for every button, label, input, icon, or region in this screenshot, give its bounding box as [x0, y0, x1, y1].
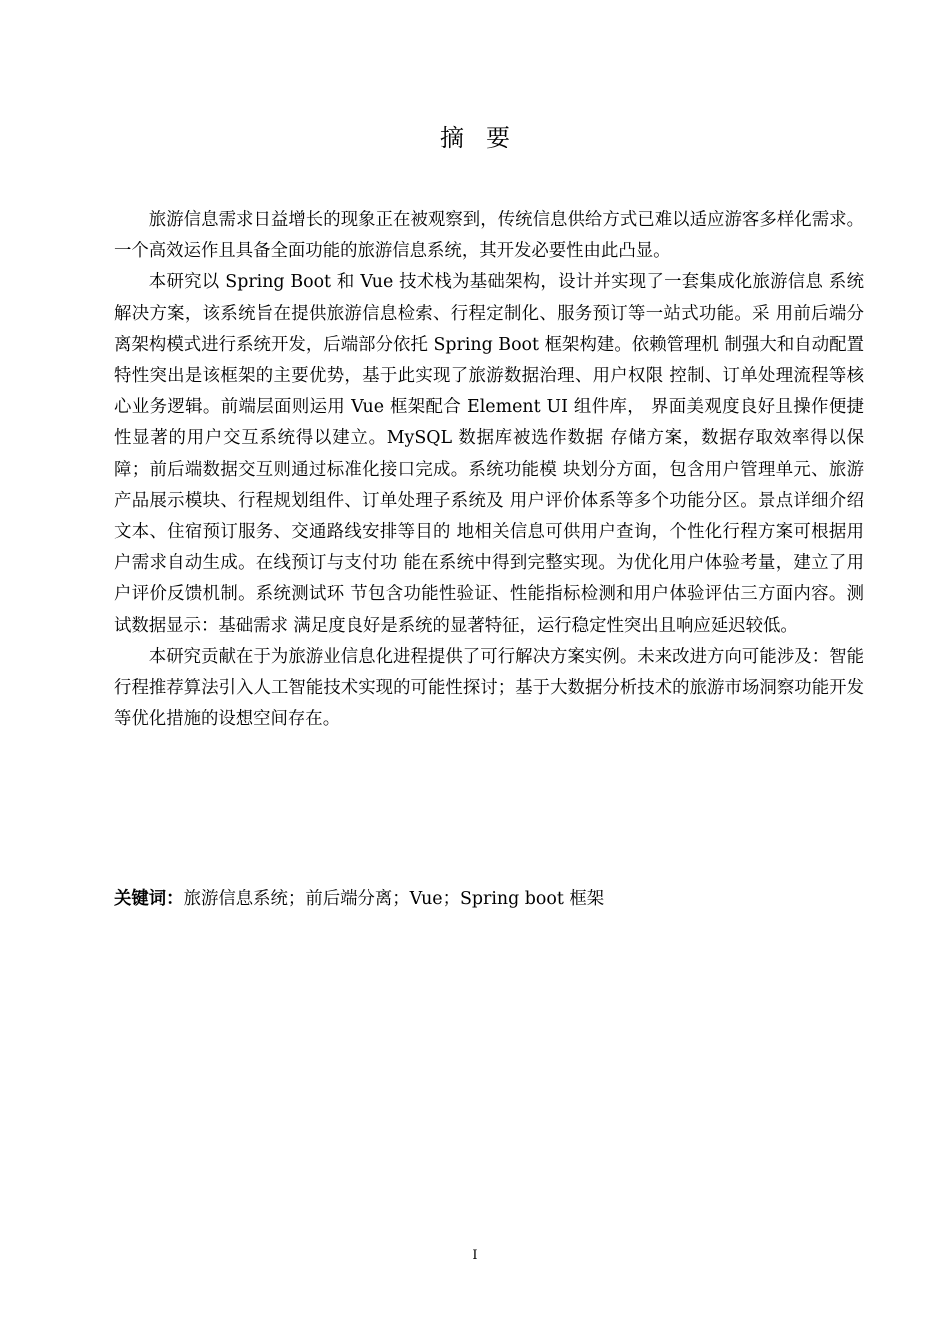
- abstract-paragraph-2: 本研究以 Spring Boot 和 Vue 技术栈为基础架构，设计并实现了一套集成化旅游信息 系统解决方案，该系统旨在提供旅游信息检索、行程定制化、服务预订等一站式功能。采 用前后端分离架构模式进行系统开发，后端部分依托 Spring Boot 框架构建。依赖管理机 制强大和自动配置特性突出是该框架的主要优势，基于此实现了旅游数据治理、用户权限 控制、订单处理流程等核心业务逻辑。前端层面则运用 Vue 框架配合 Element UI 组件库， 界面美观度良好且操作便捷性显著的用户交互系统得以建立。MySQL 数据库被选作数据 存储方案，数据存取效率得以保障；前后端数据交互则通过标准化接口完成。系统功能模 块划分方面，包含用户管理单元、旅游产品展示模块、行程规划组件、订单处理子系统及 用户评价体系等多个功能分区。景点详细介绍文本、住宿预订服务、交通路线安排等目的 地相关信息可供用户查询，个性化行程方案可根据用户需求自动生成。在线预订与支付功 能在系统中得到完整实现。为优化用户体验考量，建立了用户评价反馈机制。系统测试环 节包含功能性验证、性能指标检测和用户体验评估三方面内容。测试数据显示：基础需求 满足度良好是系统的显著特征，运行稳定性突出且响应延迟较低。: [114, 272, 864, 636]
- page-number: I: [472, 1248, 478, 1263]
- keywords-line: [114, 884, 864, 915]
- keywords-label: 关键词：: [114, 889, 184, 909]
- keywords-text: 旅游信息系统；前后端分离；Vue；Spring boot 框架: [183, 889, 605, 909]
- abstract-title: 摘要: [440, 124, 532, 152]
- abstract-body: [114, 205, 864, 735]
- abstract-paragraph-1: 旅游信息需求日益增长的现象正在被观察到，传统信息供给方式已难以适应游客多样化需求。一个高效运作且具备全面功能的旅游信息系统，其开发必要性由此凸显。: [114, 210, 864, 262]
- abstract-paragraph-3: 本研究贡献在于为旅游业信息化进程提供了可行解决方案实例。未来改进方向可能涉及：智能行程推荐算法引入人工智能技术实现的可能性探讨；基于大数据分析技术的旅游市场洞察功能开发等优化措施的设想空间存在。: [114, 646, 864, 730]
